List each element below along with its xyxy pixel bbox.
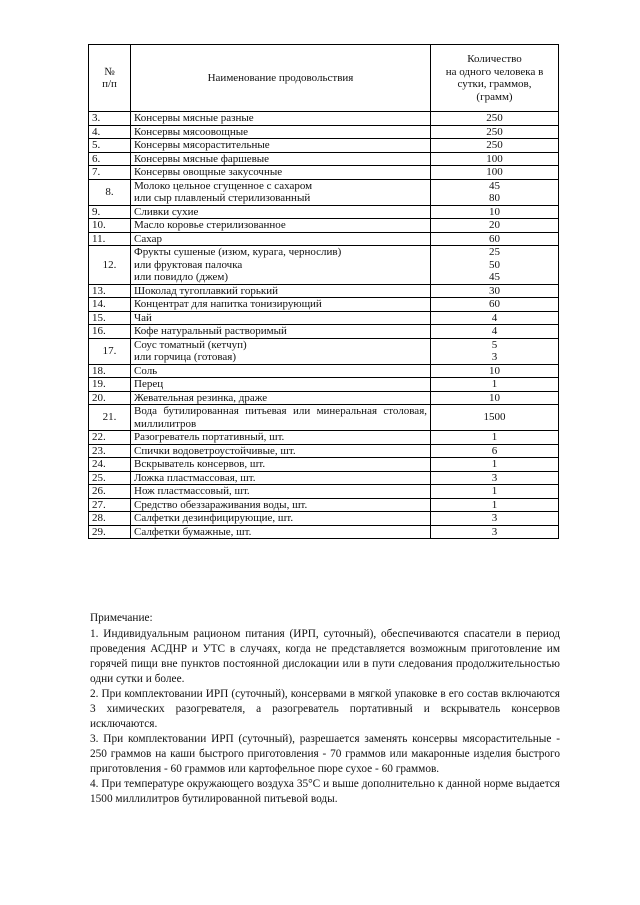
row-quantity: 100: [431, 152, 559, 166]
table-row: [89, 112, 559, 126]
row-food-name: Салфетки бумажные, шт.: [131, 525, 431, 539]
row-number: 29.: [89, 525, 131, 539]
table-row: [89, 139, 559, 153]
row-quantity: 1: [431, 431, 559, 445]
row-number: 14.: [89, 298, 131, 312]
row-food-name: Жевательная резинка, драже: [131, 391, 431, 405]
table-row: [89, 232, 559, 246]
row-quantity: 1: [431, 485, 559, 499]
row-number: 10.: [89, 219, 131, 233]
row-food-name: Молоко цельное сгущенное с сахаром или сыр плавленый стерилизованный: [131, 179, 431, 205]
table-row: [89, 179, 559, 205]
row-quantity: 30: [431, 284, 559, 298]
row-number: 28.: [89, 512, 131, 526]
row-number: 25.: [89, 471, 131, 485]
row-number: 27.: [89, 498, 131, 512]
row-number: 6.: [89, 152, 131, 166]
row-food-name: Консервы мясные разные: [131, 112, 431, 126]
table-row: [89, 444, 559, 458]
table-row: [89, 125, 559, 139]
row-number: 20.: [89, 391, 131, 405]
row-quantity: 250: [431, 125, 559, 139]
table-row: [89, 498, 559, 512]
row-food-name: Салфетки дезинфицирующие, шт.: [131, 512, 431, 526]
table-row: [89, 391, 559, 405]
row-number: 24.: [89, 458, 131, 472]
row-food-name: Фрукты сушеные (изюм, курага, чернослив) или фруктовая палочка или повидло (джем): [131, 246, 431, 285]
table-row: [89, 298, 559, 312]
row-quantity: 250: [431, 139, 559, 153]
row-quantity: 10: [431, 364, 559, 378]
row-quantity: 100: [431, 166, 559, 180]
table-body: [89, 112, 559, 539]
row-quantity: 45 80: [431, 179, 559, 205]
row-food-name: Ложка пластмассовая, шт.: [131, 471, 431, 485]
row-food-name: Масло коровье стерилизованное: [131, 219, 431, 233]
row-number: 26.: [89, 485, 131, 499]
row-quantity: 3: [431, 471, 559, 485]
header-quantity: Количество на одного человека в сутки, граммов, (грамм): [431, 45, 559, 112]
row-food-name: Сливки сухие: [131, 205, 431, 219]
row-food-name: Вскрыватель консервов, шт.: [131, 458, 431, 472]
row-quantity: 60: [431, 298, 559, 312]
row-number: 21.: [89, 405, 131, 431]
note-item: 4. При температуре окружающего воздуха 35°С и выше дополнительно к данной норме выдается 1500 миллилитров бутилированной питьевой воды.: [90, 778, 560, 805]
row-number: 5.: [89, 139, 131, 153]
row-quantity: 1: [431, 378, 559, 392]
table-header-row: [89, 45, 559, 112]
row-quantity: 1500: [431, 405, 559, 431]
row-number: 9.: [89, 205, 131, 219]
row-food-name: Кофе натуральный растворимый: [131, 325, 431, 339]
row-number: 8.: [89, 179, 131, 205]
row-food-name: Консервы овощные закусочные: [131, 166, 431, 180]
table-row: [89, 378, 559, 392]
table-row: [89, 525, 559, 539]
table-row: [89, 471, 559, 485]
row-number: 22.: [89, 431, 131, 445]
ration-table: [88, 44, 559, 539]
row-food-name: Перец: [131, 378, 431, 392]
row-quantity: 1: [431, 458, 559, 472]
row-number: 15.: [89, 311, 131, 325]
row-number: 12.: [89, 246, 131, 285]
row-quantity: 6: [431, 444, 559, 458]
row-number: 16.: [89, 325, 131, 339]
table-row: [89, 219, 559, 233]
row-quantity: 20: [431, 219, 559, 233]
table-row: [89, 311, 559, 325]
note-item: 2. При комплектовании ИРП (суточный), консервами в мягкой упаковке в его состав включаются 3 химических разогревателя, а разогреватель портативный и вскрыватель консервов исключаются.: [90, 688, 560, 730]
row-quantity: 10: [431, 391, 559, 405]
table-row: [89, 284, 559, 298]
row-food-name: Консервы мясорастительные: [131, 139, 431, 153]
row-number: 18.: [89, 364, 131, 378]
table-row: [89, 431, 559, 445]
row-food-name: Соус томатный (кетчуп) или горчица (готовая): [131, 338, 431, 364]
row-number: 19.: [89, 378, 131, 392]
ration-table-container: [88, 44, 558, 539]
table-row: [89, 485, 559, 499]
row-quantity: 4: [431, 325, 559, 339]
row-number: 17.: [89, 338, 131, 364]
row-quantity: 60: [431, 232, 559, 246]
table-row: [89, 325, 559, 339]
row-number: 23.: [89, 444, 131, 458]
table-row: [89, 166, 559, 180]
row-quantity: 5 3: [431, 338, 559, 364]
row-number: 13.: [89, 284, 131, 298]
row-quantity: 3: [431, 525, 559, 539]
table-row: [89, 246, 559, 285]
row-food-name: Сахар: [131, 232, 431, 246]
table-row: [89, 364, 559, 378]
row-quantity: 10: [431, 205, 559, 219]
row-food-name: Консервы мясные фаршевые: [131, 152, 431, 166]
row-quantity: 4: [431, 311, 559, 325]
table-row: [89, 338, 559, 364]
table-row: [89, 152, 559, 166]
row-number: 11.: [89, 232, 131, 246]
row-food-name: Консервы мясоовощные: [131, 125, 431, 139]
table-row: [89, 512, 559, 526]
row-food-name: Соль: [131, 364, 431, 378]
row-food-name: Спички водоветроустойчивые, шт.: [131, 444, 431, 458]
note-item: 3. При комплектовании ИРП (суточный), разрешается заменять консервы мясорастительные - 250 граммов на каши быстрого приготовления - 70 граммов или макаронные изделия быстрого приготовления - 60 граммов или картофельное пюре сухое - 60 граммов.: [90, 733, 560, 775]
row-food-name: Шоколад тугоплавкий горький: [131, 284, 431, 298]
row-number: 7.: [89, 166, 131, 180]
table-row: [89, 458, 559, 472]
row-number: 3.: [89, 112, 131, 126]
row-food-name: Вода бутилированная питьевая или минеральная столовая, миллилитров: [131, 405, 431, 431]
row-quantity: 3: [431, 512, 559, 526]
header-number: № п/п: [89, 45, 131, 112]
row-food-name: Концентрат для напитка тонизирующий: [131, 298, 431, 312]
row-food-name: Средство обеззараживания воды, шт.: [131, 498, 431, 512]
row-quantity: 25 50 45: [431, 246, 559, 285]
row-quantity: 250: [431, 112, 559, 126]
row-quantity: 1: [431, 498, 559, 512]
notes-section: [90, 611, 560, 807]
row-food-name: Чай: [131, 311, 431, 325]
note-item: 1. Индивидуальным рационом питания (ИРП, суточный), обеспечиваются спасатели в период проведения АСДНР и УТС в случаях, когда не представляется возможным приготовление им горячей пищи вне пунктов постоянной дислокации или в пути следования продолжительностью одни сутки и более.: [90, 628, 560, 685]
row-food-name: Нож пластмассовый, шт.: [131, 485, 431, 499]
table-row: [89, 205, 559, 219]
header-food-name: Наименование продовольствия: [131, 45, 431, 112]
notes-title: Примечание:: [90, 612, 153, 624]
row-food-name: Разогреватель портативный, шт.: [131, 431, 431, 445]
row-number: 4.: [89, 125, 131, 139]
table-row: [89, 405, 559, 431]
